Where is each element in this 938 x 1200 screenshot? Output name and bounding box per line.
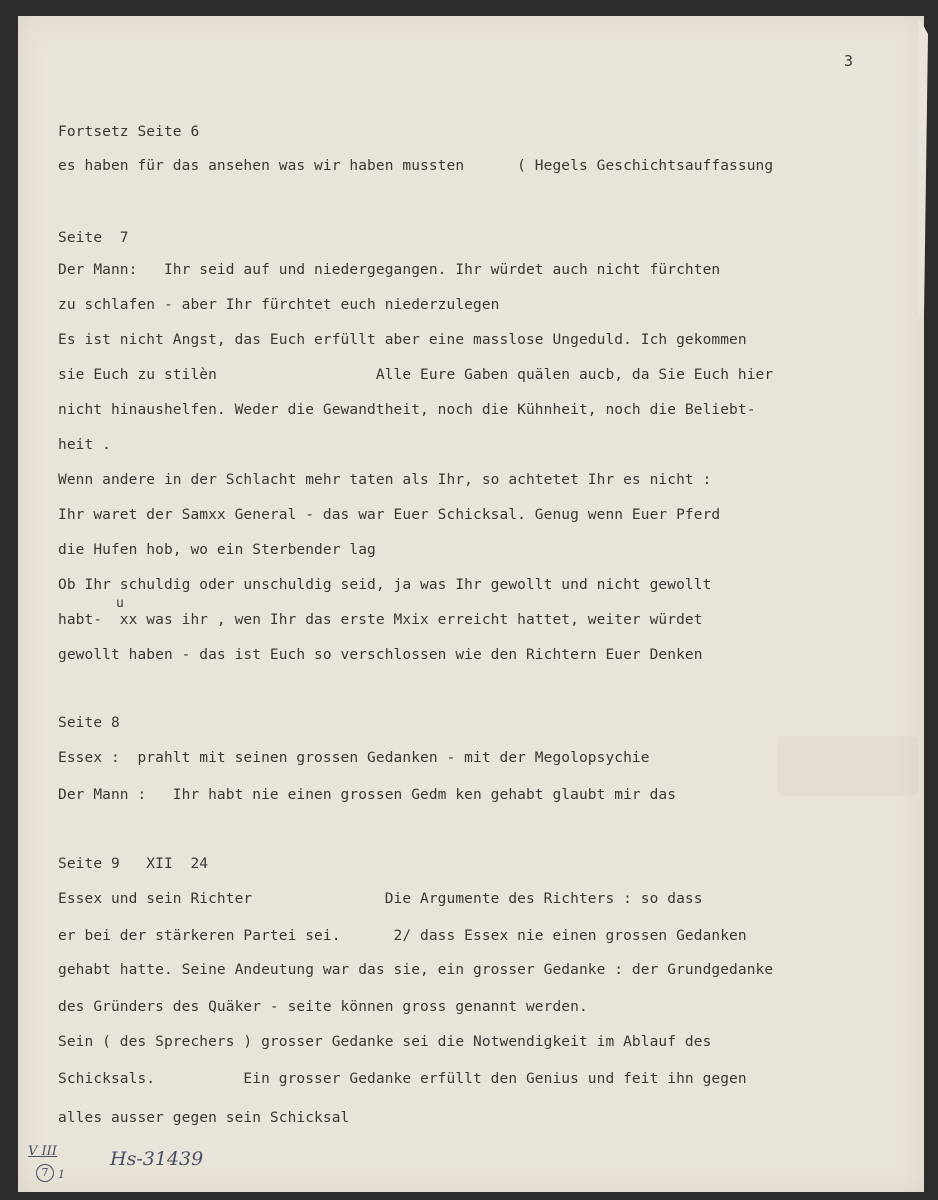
typed-line-22: gehabt hatte. Seine Andeutung war das sie, ein grosser Gedanke : der Grundgedanke	[58, 962, 774, 978]
typed-line-21: er bei der stärkeren Partei sei. 2/ dass Essex nie einen grossen Gedanken	[58, 928, 747, 944]
typed-line-18: Der Mann : Ihr habt nie einen grossen Gedm ken gehabt glaubt mir das	[58, 787, 677, 803]
archive-subnumber: 1	[58, 1168, 65, 1181]
section-heading-seite-7: Seite 7	[58, 230, 129, 246]
typed-line-15: gewollt haben - das ist Euch so verschlossen wie den Richtern Euer Denken	[58, 647, 703, 663]
typed-line-24: Sein ( des Sprechers ) grosser Gedanke sei die Notwendigkeit im Ablauf des	[58, 1034, 712, 1050]
bleed-through-stamp	[778, 736, 918, 796]
section-heading-seite-8: Seite 8	[58, 715, 120, 731]
typed-line-13: Ob Ihr schuldig oder unschuldig seid, ja was Ihr gewollt und nicht gewollt	[58, 577, 712, 593]
typed-line-20: Essex und sein Richter Die Argumente des Richters : so dass	[58, 891, 703, 907]
archive-circled-number: 7	[36, 1164, 54, 1182]
typed-line-6: Es ist nicht Angst, das Euch erfüllt aber eine masslose Ungeduld. Ich gekommen	[58, 332, 747, 348]
typed-line-12: die Hufen hob, wo ein Sterbender lag	[58, 542, 376, 558]
typed-line-26: alles ausser gegen sein Schicksal	[58, 1110, 350, 1126]
archive-roman-numeral: V III	[28, 1144, 57, 1159]
typed-line-10: Wenn andere in der Schlacht mehr taten als Ihr, so achtetet Ihr es nicht :	[58, 472, 712, 488]
typed-line-4: Der Mann: Ihr seid auf und niedergegangen. Ihr würdet auch nicht fürchten	[58, 262, 721, 278]
typewritten-page	[18, 16, 924, 1192]
typed-line-11: Ihr waret der Samxx General - das war Euer Schicksal. Genug wenn Euer Pferd	[58, 507, 721, 523]
section-heading-seite-9: Seite 9 XII 24	[58, 856, 209, 872]
typed-line-8: nicht hinaushelfen. Weder die Gewandtheit, noch die Kühnheit, noch die Beliebt-	[58, 402, 756, 418]
typed-line-25: Schicksals. Ein grosser Gedanke erfüllt den Genius und feit ihn gegen	[58, 1071, 747, 1087]
typed-line-9: heit .	[58, 437, 111, 453]
typed-line-14: habt- xx was ihr , wen Ihr das erste Mxix erreicht hattet, weiter würdet	[58, 612, 703, 628]
paper-torn-edge	[918, 16, 928, 316]
typed-line-2: es haben für das ansehen was wir haben mussten ( Hegels Geschichtsauffassung	[58, 158, 774, 174]
typed-line-5: zu schlafen - aber Ihr fürchtet euch niederzulegen	[58, 297, 500, 313]
page-number: 3	[844, 52, 854, 70]
archive-shelfmark: Hs-31439	[110, 1148, 204, 1170]
typed-line-7: sie Euch zu stilèn Alle Eure Gaben quälen aucb, da Sie Euch hier	[58, 367, 774, 383]
typed-line-1: Fortsetz Seite 6	[58, 124, 200, 140]
typed-line-17: Essex : prahlt mit seinen grossen Gedanken - mit der Megolopsychie	[58, 750, 650, 766]
inserted-letter-u: u	[116, 596, 124, 611]
typed-line-23: des Gründers des Quäker - seite können gross genannt werden.	[58, 999, 588, 1015]
